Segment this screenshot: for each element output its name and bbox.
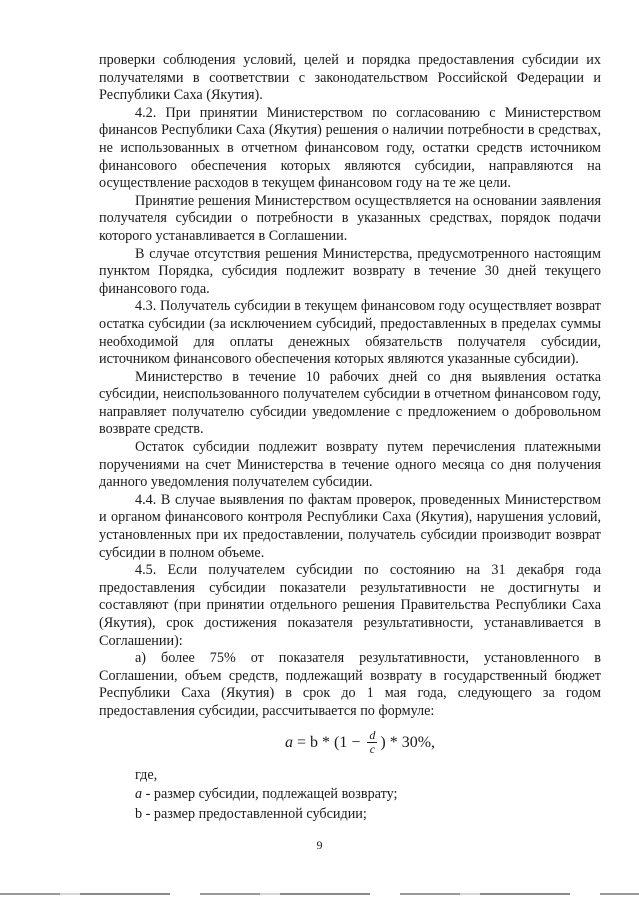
definition-a: [99, 786, 601, 804]
formula-numerator: d: [369, 728, 376, 743]
scan-edge-line: [0, 893, 639, 895]
formula-lhs: a: [285, 733, 293, 751]
formula-eq: = b * (1 −: [293, 733, 365, 751]
paragraph: Министерство в течение 10 рабочих дней со дня выявления остатка субсидии, неиспользованного получателем субсидии в отчетном финансовом году, направляет получателю субсидии уведомление с предложением о добровольном возврате средств.: [99, 368, 601, 438]
paragraph: 4.2. При принятии Министерством по согласованию с Министерством финансов Республики Саха (Якутия) решения о наличии потребности в средствах, не использованных в отчетном финансовом году, остатки средств источником финансового обеспечения которых являются субсидии, направляются на осуществление расходов в текущем финансовом году на те же цели.: [99, 104, 601, 192]
paragraph: Принятие решения Министерством осуществляется на основании заявления получателя субсидии о потребности в указанных средствах, порядок подачи которого устанавливается в Соглашении.: [99, 192, 601, 244]
definition-symbol: b: [135, 805, 143, 822]
page-number: 9: [316, 838, 323, 852]
definition-text: - размер предоставленной субсидии;: [142, 805, 367, 822]
formula-denominator: c: [369, 742, 376, 757]
paragraph: Остаток субсидии подлежит возврату путем перечисления платежными поручениями на счет Министерства в течение одного месяца со дня получения данного уведомления получателем субсидии.: [99, 439, 601, 491]
definition-text: - размер субсидии, подлежащей возврату;: [142, 786, 398, 803]
formula: [99, 723, 601, 763]
where-label: где,: [135, 766, 158, 783]
formula-rhs: ) * 30%,: [380, 733, 436, 751]
paragraph: В случае отсутствия решения Министерства, предусмотренного настоящим пунктом Порядка, субсидия подлежит возврату в течение 30 дней текущего финансового года.: [99, 245, 601, 297]
definition-symbol: a: [135, 786, 143, 803]
paragraph: 4.3. Получатель субсидии в текущем финансовом году осуществляет возврат остатка субсидии (за исключением субсидий, предоставленных в пределах суммы необходимой для оплаты денежных обязательств получателя субсидии, источником финансового обеспечения которых являются указанные субсидии).: [99, 298, 601, 368]
paragraph: а) более 75% от показателя результативности, установленного в Соглашении, объем средств, подлежащий возврату в государственный бюджет Республики Саха (Якутия) в срок до 1 мая года, следующего за годом предоставления субсидии, рассчитывается по формуле:: [99, 650, 601, 719]
paragraph: проверки соблюдения условий, целей и порядка предоставления субсидии их получателями в соответствии с законодательством Российской Федерации и Республики Саха (Якутия).: [99, 52, 601, 104]
formula-fraction: [367, 729, 377, 756]
paragraph: 4.4. В случае выявления по фактам проверок, проведенных Министерством и органом финансового контроля Республики Саха (Якутия), нарушения условий, установленных при их предоставлении, получатель субсидии производит возврат субсидии в полном объеме.: [99, 491, 601, 561]
document-page: [99, 52, 601, 823]
paragraph: 4.5. Если получателем субсидии по состоянию на 31 декабря года предоставления субсидии показатели результативности не достигнуты и составляют (при принятии отдельного решения Правительства Республики Саха (Якутия), срок достижения показателя результативности, устанавливается в Соглашении):: [99, 562, 601, 649]
definition-b: [99, 806, 601, 824]
